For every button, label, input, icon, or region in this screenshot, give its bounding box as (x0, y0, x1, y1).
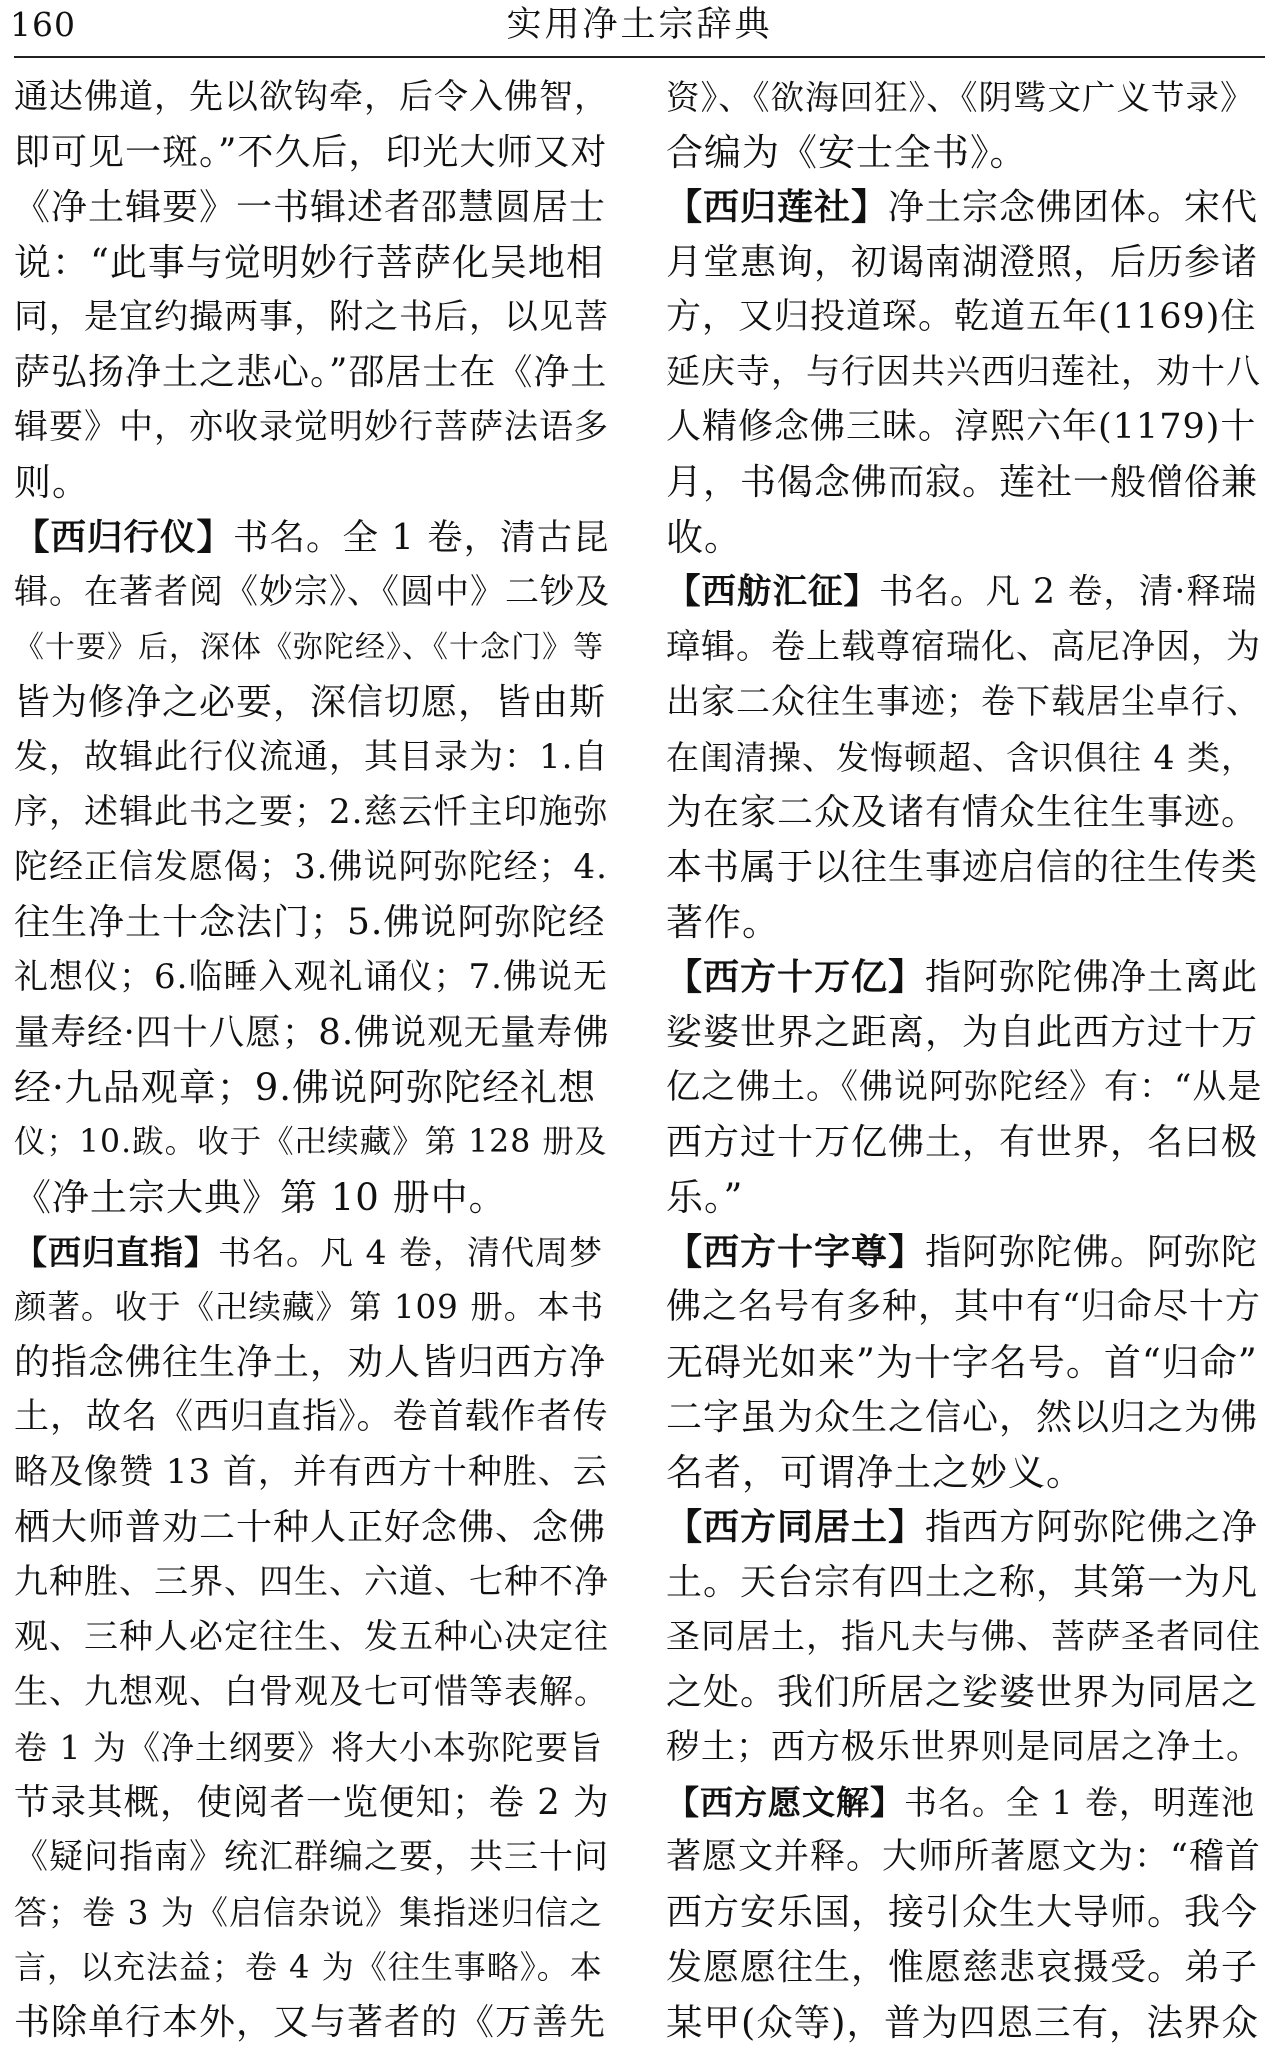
text-line (14, 400, 610, 455)
line-text: 西方安乐国，接引众生大导师。我今 (666, 1892, 1259, 1933)
text-line (666, 895, 1262, 950)
line-text: 佛之名号有多种，其中有“归命尽十方 (666, 1287, 1261, 1327)
text-line (666, 1720, 1262, 1775)
text-line (666, 235, 1262, 290)
text-line (14, 1885, 610, 1940)
right-column (666, 70, 1262, 2050)
line-text: 通达佛道，先以欲钩牵，后令入佛智， (14, 77, 609, 117)
entry-headword: 【西归直指】 (14, 1233, 218, 1272)
text-line (14, 345, 610, 400)
text-line (14, 125, 610, 180)
text-line (666, 1555, 1262, 1610)
line-text: 出家二众往生事迹；卷下载居尘卓行、 (666, 682, 1261, 722)
text-line (14, 1060, 610, 1115)
line-text: 二字虽为众生之信心，然以归之为佛 (666, 1397, 1259, 1438)
text-line (666, 1280, 1262, 1335)
line-text: 指西方阿弥陀佛之净 (925, 1507, 1259, 1548)
text-line (666, 290, 1262, 345)
text-line (666, 1115, 1262, 1170)
text-line (14, 510, 610, 565)
entry-headword: 【西归莲社】 (666, 187, 889, 228)
text-line (14, 895, 610, 950)
line-text: 卷 1 为《净土纲要》将大小本弥陀要旨 (14, 1728, 603, 1767)
text-line (666, 1390, 1262, 1445)
line-text: 西方过十万亿佛土，有世界，名曰极 (666, 1122, 1259, 1163)
entry-headword: 【西归行仪】 (14, 517, 234, 558)
line-text: 乐。” (666, 1176, 744, 1219)
text-line (666, 565, 1262, 620)
entry-headword: 【西方十字尊】 (666, 1232, 926, 1273)
line-text: 辑。在著者阅《妙宗》、《圆中》二钞及 (14, 572, 610, 612)
line-text: 名者，可谓净土之妙义。 (666, 1451, 1084, 1494)
line-text: 经·九品观章；9.佛说阿弥陀经礼想 (14, 1066, 597, 1109)
text-line (666, 510, 1262, 565)
line-text: 璋辑。卷上载尊宿瑞化、高尼净因，为 (666, 627, 1261, 667)
text-line (666, 70, 1262, 125)
text-line (666, 1335, 1262, 1390)
line-text: 陀经正信发愿偈；3.佛说阿弥陀经；4. (14, 847, 608, 887)
text-line (14, 1115, 610, 1170)
text-line (666, 840, 1262, 895)
line-text: 收。 (666, 516, 742, 559)
line-text: 指阿弥陀佛净土离此 (925, 957, 1259, 998)
text-line (666, 1830, 1262, 1885)
text-line (666, 1885, 1262, 1940)
line-text: 颜著。收于《卍续藏》第 109 册。本书 (14, 1288, 605, 1326)
line-text: 发愿愿往生，惟愿慈悲哀摄受。弟子 (666, 1947, 1259, 1988)
line-text: 某甲(众等)，普为四恩三有，法界众 (666, 2001, 1259, 2044)
text-line (666, 180, 1262, 235)
text-line (14, 1005, 610, 1060)
line-text: 净土宗念佛团体。宋代 (888, 187, 1259, 228)
line-text: 序，述辑此书之要；2.慈云忏主印施弥 (14, 792, 609, 832)
text-line (666, 1170, 1262, 1225)
text-line (666, 1500, 1262, 1555)
line-text: 礼想仪；6.临睡入观礼诵仪；7.佛说无 (14, 957, 608, 997)
page-number: 160 (10, 5, 76, 44)
line-text: 书名。全 1 卷，清古昆 (233, 517, 610, 558)
text-line (666, 1665, 1262, 1720)
line-text: 即可见一斑。”不久后，印光大师又对 (14, 132, 608, 173)
text-line (666, 1995, 1262, 2050)
line-text: 书名。凡 4 卷，清代周梦 (218, 1233, 603, 1272)
line-text: 本书属于以往生事迹启信的往生传类 (666, 847, 1259, 888)
line-text: 土。天台宗有四土之称，其第一为凡 (666, 1562, 1259, 1603)
entry-headword: 【西方同居土】 (666, 1507, 926, 1548)
line-text: 延庆寺，与行因共兴西归莲社，劝十八 (666, 352, 1261, 392)
text-line (666, 785, 1262, 840)
text-line (666, 1445, 1262, 1500)
text-line (14, 565, 610, 620)
text-line (14, 1390, 610, 1445)
text-line (14, 1610, 610, 1665)
header-rule (14, 56, 1265, 58)
line-text: 观、三种人必定往生、发五种心决定往 (14, 1617, 609, 1657)
text-line (14, 950, 610, 1005)
line-text: 往生净土十念法门；5.佛说阿弥陀经 (14, 902, 606, 943)
text-line (666, 730, 1262, 785)
line-text: 书名。全 1 卷，明莲池 (904, 1783, 1255, 1822)
entry-headword: 【西舫汇征】 (666, 572, 879, 612)
line-text: 著愿文并释。大师所著愿文为：“稽首 (666, 1837, 1261, 1877)
text-line (14, 455, 610, 510)
line-text: 秽土；西方极乐世界则是同居之净土。 (666, 1727, 1261, 1767)
line-text: 无碍光如来”为十字名号。首“归命” (666, 1341, 1258, 1384)
line-text: 书除单行本外，又与著者的《万善先 (14, 2002, 607, 2043)
text-line (14, 840, 610, 895)
line-text: 略及像赞 13 首，并有西方十种胜、云 (14, 1452, 608, 1492)
line-text: 方，又归投道琛。乾道五年(1169)住 (666, 297, 1257, 337)
line-text: 合编为《安士全书》。 (666, 131, 1028, 174)
text-line (14, 620, 610, 675)
line-text: 在闺清操、发悔顿超、含识俱往 4 类， (666, 738, 1255, 777)
text-line (666, 950, 1262, 1005)
line-text: 书名。凡 2 卷，清·释瑞 (879, 572, 1258, 612)
text-line (666, 400, 1262, 455)
text-line (14, 1940, 610, 1995)
text-line (666, 125, 1262, 180)
text-line (14, 675, 610, 730)
line-text: 栖大师普劝二十种人正好念佛、念佛 (14, 1507, 607, 1548)
text-line (14, 1225, 610, 1280)
line-text: 《疑问指南》统汇群编之要，共三十问 (14, 1837, 609, 1877)
book-title: 实用净土宗辞典 (506, 5, 773, 45)
text-line (14, 1830, 610, 1885)
line-text: 指阿弥陀佛。阿弥陀 (925, 1232, 1259, 1273)
line-text: 人精修念佛三昧。淳熙六年(1179)十 (666, 407, 1257, 447)
text-line (666, 1005, 1262, 1060)
line-text: 月堂惠询，初谒南湖澄照，后历参诸 (666, 242, 1259, 283)
line-text: 九种胜、三界、四生、六道、七种不净 (14, 1562, 609, 1602)
text-line (666, 345, 1262, 400)
line-text: 说：“此事与觉明妙行菩萨化吴地相 (14, 241, 604, 284)
text-line (14, 1280, 610, 1335)
text-line (14, 1445, 610, 1500)
line-text: 娑婆世界之距离，为自此西方过十万 (666, 1012, 1259, 1053)
text-line (14, 1995, 610, 2050)
text-line (14, 785, 610, 840)
line-text: 言，以充法益；卷 4 为《往生事略》。本 (14, 1948, 603, 1986)
line-text: 发，故辑此行仪流通，其目录为：1.自 (14, 737, 609, 777)
text-line (14, 70, 610, 125)
line-text: 土，故名《西归直指》。卷首载作者传 (14, 1397, 609, 1437)
line-text: 辑要》中，亦收录觉明妙行菩萨法语多 (14, 407, 609, 447)
entry-headword: 【西方愿文解】 (666, 1783, 904, 1822)
text-line (14, 180, 610, 235)
line-text: 月，书偈念佛而寂。莲社一般僧俗兼 (666, 462, 1259, 503)
line-text: 《净土辑要》一书辑述者邵慧圆居士 (14, 187, 607, 228)
text-line (666, 1610, 1262, 1665)
entry-headword: 【西方十万亿】 (666, 957, 926, 998)
line-text: 《十要》后，深体《弥陀经》、《十念门》等 (14, 630, 604, 665)
line-text: 为在家二众及诸有情众生往生事迹。 (666, 792, 1259, 833)
text-line (14, 1775, 610, 1830)
text-line (666, 1940, 1262, 1995)
line-text: 同，是宜约撮两事，附之书后，以见菩 (14, 297, 609, 337)
text-line (666, 1775, 1262, 1830)
text-line (666, 1225, 1262, 1280)
line-text: 量寿经·四十八愿；8.佛说观无量寿佛 (14, 1012, 610, 1053)
line-text: 资》、《欲海回狂》、《阴骘文广义节录》 (666, 78, 1255, 117)
line-text: 则。 (14, 461, 90, 504)
line-text: 著作。 (666, 901, 780, 944)
line-text: 亿之佛土。《佛说阿弥陀经》有：“从是 (666, 1067, 1262, 1107)
text-line (14, 1170, 610, 1225)
line-text: 圣同居土，指凡夫与佛、菩萨圣者同住 (666, 1617, 1261, 1657)
line-text: 萨弘扬净土之悲心。”邵居士在《净土 (14, 352, 608, 393)
page-header (0, 0, 1279, 56)
line-text: 皆为修净之必要，深信切愿，皆由斯 (14, 682, 607, 723)
text-line (14, 1555, 610, 1610)
left-column (14, 70, 610, 2050)
line-text: 答；卷 3 为《启信杂说》集指迷归信之 (14, 1893, 603, 1932)
text-line (666, 1060, 1262, 1115)
text-line (666, 675, 1262, 730)
text-line (666, 620, 1262, 675)
line-text: 之处。我们所居之娑婆世界为同居之 (666, 1672, 1259, 1713)
line-text: 生、九想观、白骨观及七可惜等表解。 (14, 1672, 609, 1712)
text-line (666, 455, 1262, 510)
text-line (14, 235, 610, 290)
text-line (14, 1665, 610, 1720)
line-text: 的指念佛往生净土，劝人皆归西方净 (14, 1342, 607, 1383)
text-line (14, 290, 610, 345)
text-line (14, 1335, 610, 1390)
line-text: 仪；10.跋。收于《卍续藏》第 128 册及 (14, 1124, 608, 1160)
text-line (14, 730, 610, 785)
line-text: 《净土宗大典》第 10 册中。 (14, 1176, 507, 1219)
text-line (14, 1720, 610, 1775)
text-line (14, 1500, 610, 1555)
line-text: 节录其概，使阅者一览便知；卷 2 为 (14, 1782, 610, 1823)
